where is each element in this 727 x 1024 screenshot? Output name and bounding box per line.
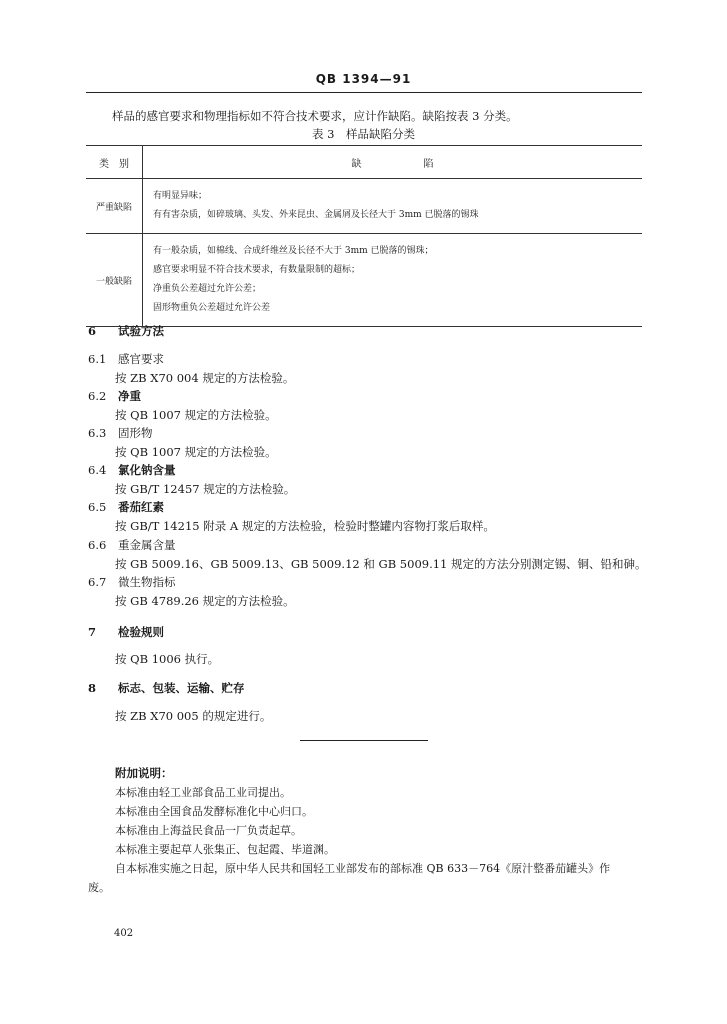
subsection-heading: 6.6 重金属含量 xyxy=(88,538,176,552)
defect-item: 净重负公差超过允许公差； xyxy=(153,284,262,294)
defect-classification-table xyxy=(86,145,642,327)
subsection-text: 按 ZB X70 004 规定的方法检验。 xyxy=(115,371,295,385)
standard-code-header: QB 1394—91 xyxy=(315,72,412,86)
section-text: 按 QB 1006 执行。 xyxy=(115,652,220,666)
header-category: 类 别 xyxy=(86,146,143,179)
row-items xyxy=(143,234,643,327)
defect-item: 感官要求明显不符合技术要求，有数量限制的超标； xyxy=(153,265,361,275)
subsection-heading: 6.1 感官要求 xyxy=(88,352,164,366)
subsection-text: 按 QB 1007 规定的方法检验。 xyxy=(115,408,277,422)
table-row xyxy=(86,179,642,234)
row-category: 严重缺陷 xyxy=(86,179,143,234)
defect-item: 有有害杂质，如碎玻璃、头发、外来昆虫、金属屑及长径大于 3mm 已脱落的锡珠 xyxy=(153,210,479,220)
note-line: 本标准由轻工业部食品工业司提出。 xyxy=(115,786,291,799)
table-row xyxy=(86,234,642,327)
defect-item: 固形物重负公差超过允许公差 xyxy=(153,303,271,313)
note-line: 本标准由上海益民食品一厂负责起草。 xyxy=(115,824,302,837)
end-divider xyxy=(300,740,428,741)
subsection-text: 按 GB 4789.26 规定的方法检验。 xyxy=(115,594,295,608)
row-category: 一般缺陷 xyxy=(86,234,143,327)
defect-item: 有一般杂质，如棉线、合成纤维丝及长径不大于 3mm 已脱落的锡珠； xyxy=(153,246,434,256)
header-defect: 缺陷 xyxy=(143,146,643,179)
note-line: 自本标准实施之日起，原中华人民共和国轻工业部发布的部标准 QB 633－764《原汁整番茄罐头》作 xyxy=(115,862,611,875)
table-header-row xyxy=(86,146,642,179)
subsection-heading: 6.2 净重 xyxy=(88,389,141,403)
subsection-heading: 6.3 固形物 xyxy=(88,426,153,440)
row-items xyxy=(143,179,643,234)
subsection-heading: 6.5 番茄红素 xyxy=(88,500,164,514)
subsection-heading: 6.4 氯化钠含量 xyxy=(88,463,176,477)
section-heading: 6 试验方法 xyxy=(88,324,164,338)
notes-title: 附加说明： xyxy=(115,766,173,780)
table-caption: 表 3 样品缺陷分类 xyxy=(312,127,415,141)
defect-item: 有明显异味； xyxy=(153,191,208,201)
subsection-text: 按 GB 5009.16、GB 5009.13、GB 5009.12 和 GB 5009.11 规定的方法分别测定锡、铜、铅和砷。 xyxy=(115,557,647,571)
note-line: 本标准主要起草人张集正、包起霞、毕道渊。 xyxy=(115,843,335,856)
header-rule xyxy=(86,92,642,93)
subsection-text: 按 GB/T 12457 规定的方法检验。 xyxy=(115,482,296,496)
note-line: 本标准由全国食品发酵标准化中心归口。 xyxy=(115,805,313,818)
subsection-text: 按 GB/T 14215 附录 A 规定的方法检验，检验时整罐内容物打浆后取样。 xyxy=(115,519,495,533)
note-line: 废。 xyxy=(88,881,110,894)
page-number: 402 xyxy=(114,928,134,939)
section-heading: 8 标志、包装、运输、贮存 xyxy=(88,681,245,695)
subsection-text: 按 QB 1007 规定的方法检验。 xyxy=(115,445,277,459)
intro-paragraph: 样品的感官要求和物理指标如不符合技术要求，应计作缺陷。缺陷按表 3 分类。 xyxy=(112,109,518,123)
section-text: 按 ZB X70 005 的规定进行。 xyxy=(115,709,272,723)
section-heading: 7 检验规则 xyxy=(88,625,164,639)
subsection-heading: 6.7 微生物指标 xyxy=(88,575,176,589)
